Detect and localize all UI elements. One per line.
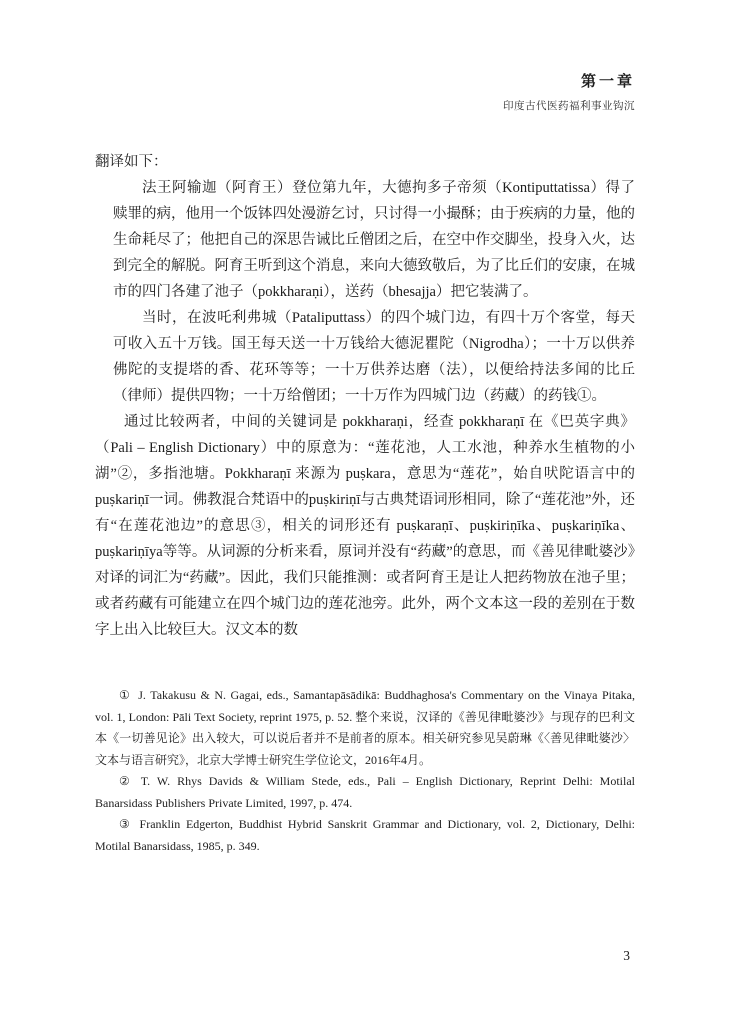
- chapter-title: 第一章: [580, 74, 635, 90]
- quote-paragraph-2: 当时，在波吒利弗城（Pataliputtass）的四个城门边，有四十万个客堂，每天可收入五十万钱。国王每天送一十万钱给大德泥瞿陀（Nigrodha）；一十万以供养佛陀的支提塔的香、花环等等；一十万供养达磨（法），以便给持法多闻的比丘（律师）提供四物；一十万给僧团；一十万作为四城门边（药藏）的药钱①。: [113, 310, 635, 404]
- quote-block: [95, 175, 635, 409]
- body-text: [95, 149, 635, 643]
- footnote-marker-1: ①: [119, 688, 132, 702]
- quote-paragraph-1: 法王阿输迦（阿育王）登位第九年，大德拘多子帝须（Kontiputtatissa）得了赎罪的病，他用一个饭钵四处漫游乞讨，只讨得一小撮酥；由于疾病的力量，他的生命耗尽了；他把自己的深思告诫比丘僧团之后，在空中作交脚坐，投身入火，达到完全的解脱。阿育王听到这个消息，来向大德致敬后，为了比丘们的安康，在城市的四门各建了池子（pokkharaṇi），送药（bhesajja）把它装满了。: [113, 180, 635, 300]
- footnotes-section: [95, 685, 635, 857]
- footnote-2: [95, 771, 635, 814]
- footnote-1: [95, 685, 635, 771]
- paragraph-analysis: 通过比较两者，中间的关键词是 pokkharaṇi，经查 pokkharaṇī 在《巴英字典》（Pali – English Dictionary）中的原意为：“莲花池，人工水池，种养水生植物的小湖”②，多指池塘。Pokkharaṇī 来源为 puṣkara，意思为“莲花”，始自吠陀语言中的puṣkariṇī一词。佛教混合梵语中的puṣkiriṇī与古典梵语词形相同，除了“莲花池”外，还有“在莲花池边”的意思③，相关的词形还有 puṣkaraṇī、puṣkiriṇīka、puṣkariṇīka、puṣkariṇīya等等。从词源的分析来看，原词并没有“药藏”的意思，而《善见律毗婆沙》对译的词汇为“药藏”。因此，我们只能推测：或者阿育王是让人把药物放在池子里；或者药藏有可能建立在四个城门边的莲花池旁。此外，两个文本这一段的差别在于数字上出入比较巨大。汉文本的数: [95, 414, 635, 638]
- footnote-text-3: Franklin Edgerton, Buddhist Hybrid Sanskrit Grammar and Dictionary, vol. 2, Dictionary, Delhi: Motilal Banarsidass, 1985, p. 349.: [95, 817, 635, 853]
- paragraph-intro: 翻译如下：: [95, 154, 168, 170]
- chapter-header: [95, 70, 635, 113]
- page-number: 3: [623, 948, 630, 963]
- footnote-text-2: T. W. Rhys Davids & William Stede, eds., Pali – English Dictionary, Reprint Delhi: Motilal Banarsidass Publishers Private Limited, 1997, p. 474.: [95, 774, 635, 810]
- chapter-subtitle: 印度古代医药福利事业钩沉: [503, 101, 635, 112]
- footnote-marker-3: ③: [119, 817, 133, 831]
- footnote-3: [95, 814, 635, 857]
- footnote-marker-2: ②: [119, 774, 134, 788]
- footnote-text-1: J. Takakusu & N. Gagai, eds., Samantapāsādikā: Buddhaghosa's Commentary on the Vinaya Pitaka, vol. 1, London: Pāli Text Society, reprint 1975, p. 52. 整个来说，汉译的《善见律毗婆沙》与现存的巴利文本《一切善见论》出入较大，可以说后者并不是前者的原本。相关研究参见吴蔚琳《〈善见律毗婆沙〉文本与语言研究》，北京大学博士研究生学位论文，2016年4月。: [95, 688, 635, 767]
